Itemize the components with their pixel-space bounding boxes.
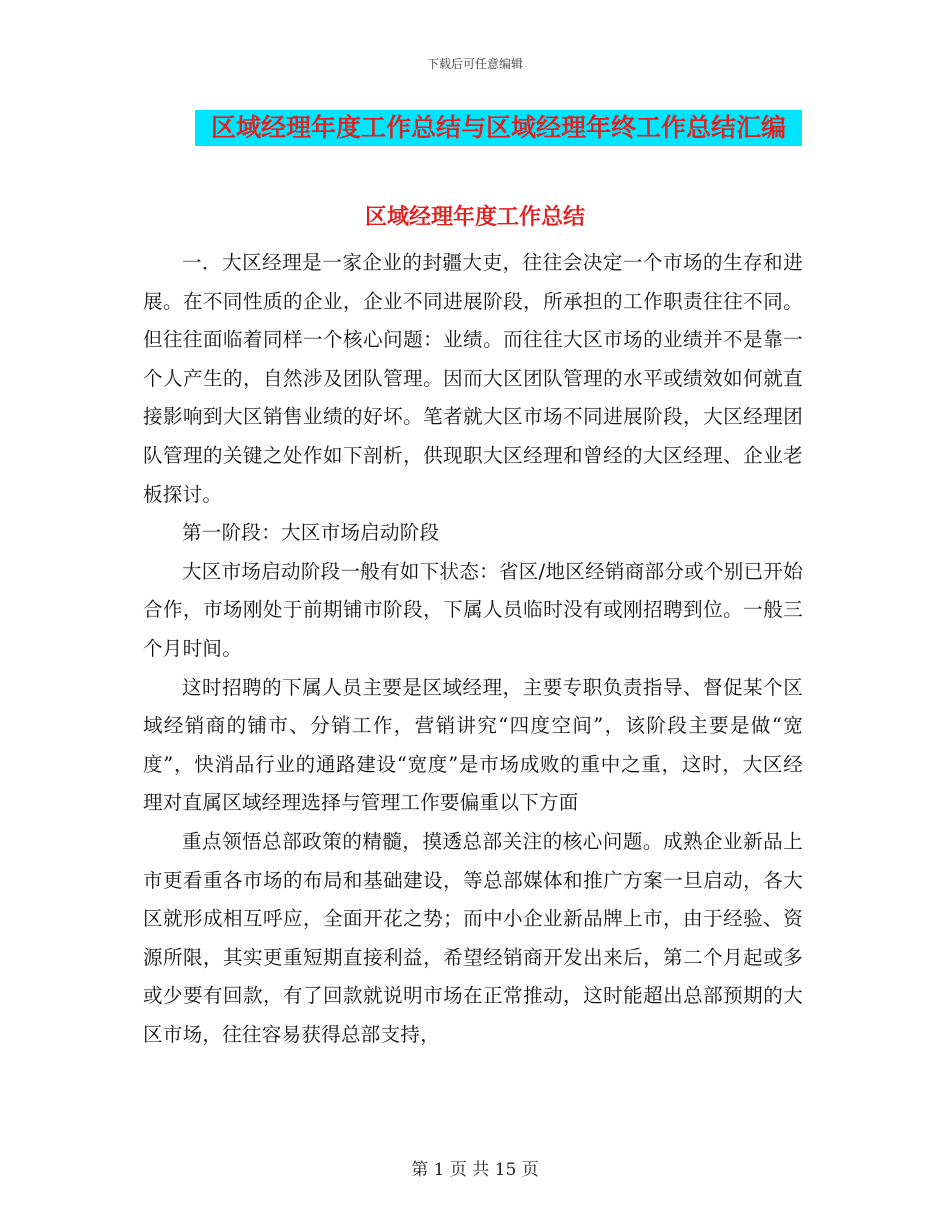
page-number: 第 1 页 共 15 页 bbox=[411, 1160, 539, 1180]
paragraph: 一．大区经理是一家企业的封疆大吏，往往会决定一个市场的生存和进展。在不同性质的企业，企业不同进展阶段，所承担的工作职责往往不同。但往往面临着同样一个核心问题：业绩。而往往大区市场的业绩并不是靠一个人产生的，自然涉及团队管理。因而大区团队管理的水平或绩效如何就直接影响到大区销售业绩的好坏。笔者就大区市场不同进展阶段，大区经理团队管理的关键之处作如下剖析，供现职大区经理和曾经的大区经理、企业老板探讨。 bbox=[143, 251, 803, 506]
paragraph: 这时招聘的下属人员主要是区域经理，主要专职负责指导、督促某个区域经销商的铺市、分销工作，营销讲究“四度空间”，该阶段主要是做“宽度”，快消品行业的通路建设“宽度”是市场成败的重中之重，这时，大区经理对直属区域经理选择与管理工作要偏重以下方面 bbox=[143, 675, 803, 815]
document-body bbox=[143, 244, 803, 1054]
section-title: 区域经理年度工作总结 bbox=[364, 204, 585, 230]
paragraph: 重点领悟总部政策的精髓，摸透总部关注的核心问题。成熟企业新品上市更看重各市场的布局和基础建设，等总部媒体和推广方案一旦启动，各大区就形成相互呼应，全面开花之势；而中小企业新品牌上市，由于经验、资源所限，其实更重短期直接利益，希望经销商开发出来后，第二个月起或多或少要有回款，有了回款就说明市场在正常推动，这时能超出总部预期的大区市场，往往容易获得总部支持， bbox=[143, 829, 803, 1046]
document-title: 区域经理年度工作总结与区域经理年终工作总结汇编 bbox=[195, 110, 802, 146]
page-header-note: 下载后可任意编辑 bbox=[426, 57, 523, 71]
paragraph: 大区市场启动阶段一般有如下状态：省区/地区经销商部分或个别已开始合作，市场刚处于前期铺市阶段，下属人员临时没有或刚招聘到位。一般三个月时间。 bbox=[143, 559, 803, 660]
paragraph: 第一阶段：大区市场启动阶段 bbox=[182, 521, 440, 545]
